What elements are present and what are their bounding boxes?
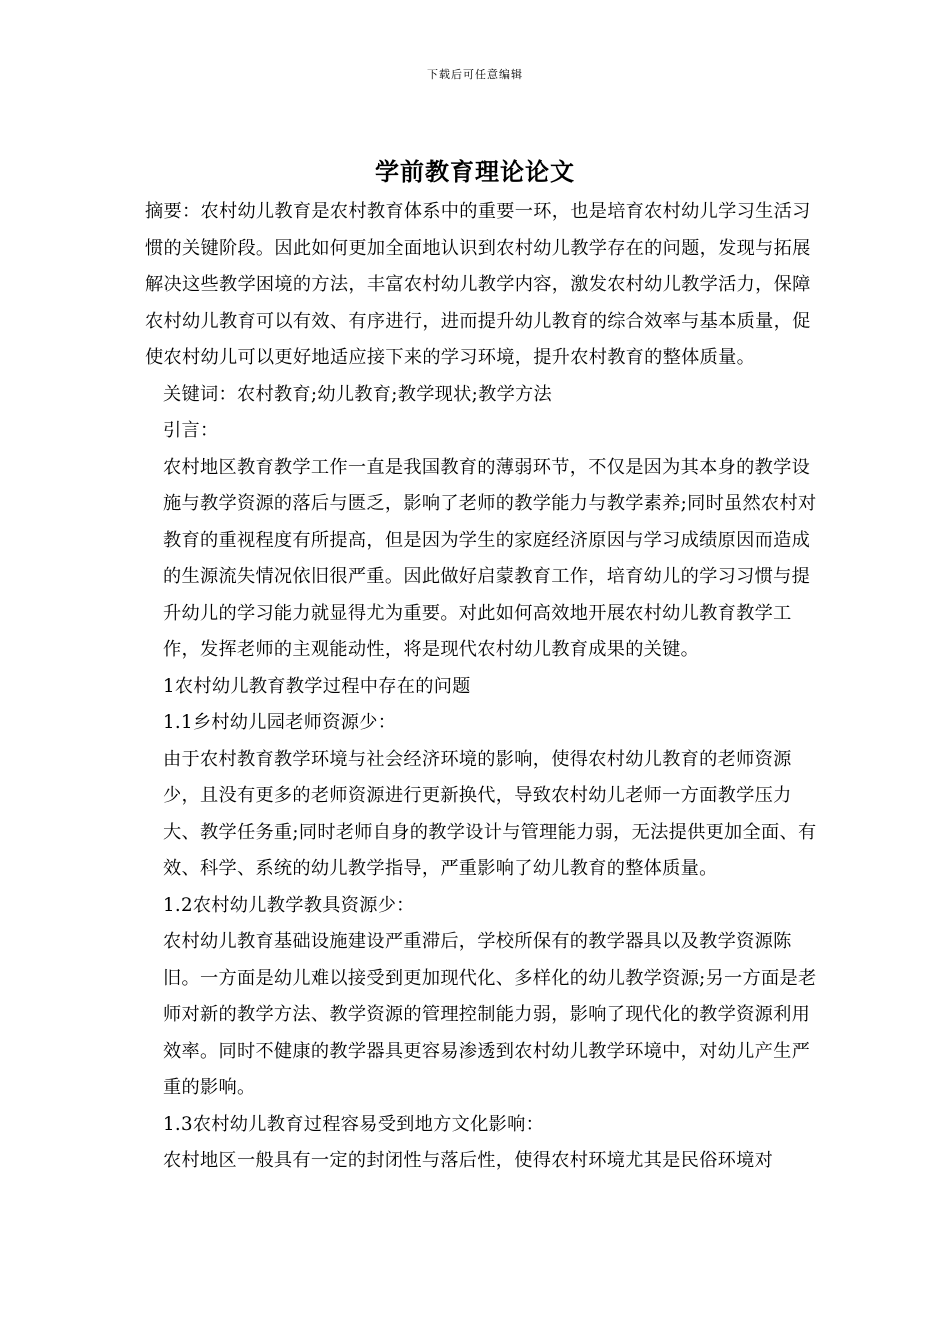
section-1-2-heading: 1.2农村幼儿教学教具资源少： [163,894,415,916]
document-body [145,194,825,1180]
abstract-paragraph: 摘要：农村幼儿教育是农村教育体系中的重要一环，也是培育农村幼儿学习生活习惯的关键阶段。因此如何更加全面地认识到农村幼儿教学存在的问题，发现与拓展解决这些教学困境的方法，丰富农村幼儿教学内容，激发农村幼儿教学活力，保障农村幼儿教育可以有效、有序进行，进而提升幼儿教育的综合效率与基本质量，促使农村幼儿可以更好地适应接下来的学习环境，提升农村教育的整体质量。 [145,201,811,368]
section-1-2-paragraph: 农村幼儿教育基础设施建设严重滞后，学校所保有的教学器具以及教学资源陈旧。一方面是幼儿难以接受到更加现代化、多样化的幼儿教学资源;另一方面是老师对新的教学方法、教学资源的管理控制能力弱，影响了现代化的教学资源利用效率。同时不健康的教学器具更容易渗透到农村幼儿教学环境中，对幼儿产生严重的影响。 [163,931,817,1098]
document-title: 学前教育理论论文 [375,158,575,186]
section-1-heading: 1农村幼儿教育教学过程中存在的问题 [163,675,471,697]
section-1-3-heading: 1.3农村幼儿教育过程容易受到地方文化影响： [163,1113,545,1135]
section-1-1-heading: 1.1乡村幼儿园老师资源少： [163,712,397,733]
keywords-paragraph: 关键词：农村教育;幼儿教育;教学现状;教学方法 [163,383,553,405]
intro-heading: 引言： [163,420,219,441]
intro-paragraph: 农村地区教育教学工作一直是我国教育的薄弱环节，不仅是因为其本身的教学设施与教学资源的落后与匮乏，影响了老师的教学能力与教学素养;同时虽然农村对教育的重视程度有所提高，但是因为学生的家庭经济原因与学习成绩原因而造成的生源流失情况依旧很严重。因此做好启蒙教育工作，培育幼儿的学习习惯与提升幼儿的学习能力就显得尤为重要。对此如何高效地开展农村幼儿教育教学工作，发挥老师的主观能动性，将是现代农村幼儿教育成果的关键。 [163,456,817,660]
page-header: 下载后可任意编辑 [427,68,523,81]
section-1-1-paragraph: 由于农村教育教学环境与社会经济环境的影响，使得农村幼儿教育的老师资源少，且没有更多的老师资源进行更新换代，导致农村幼儿老师一方面教学压力大、教学任务重;同时老师自身的教学设计与管理能力弱，无法提供更加全面、有效、科学、系统的幼儿教学指导，严重影响了幼儿教育的整体质量。 [163,748,817,879]
section-1-3-paragraph: 农村地区一般具有一定的封闭性与落后性，使得农村环境尤其是民俗环境对 [163,1150,774,1171]
